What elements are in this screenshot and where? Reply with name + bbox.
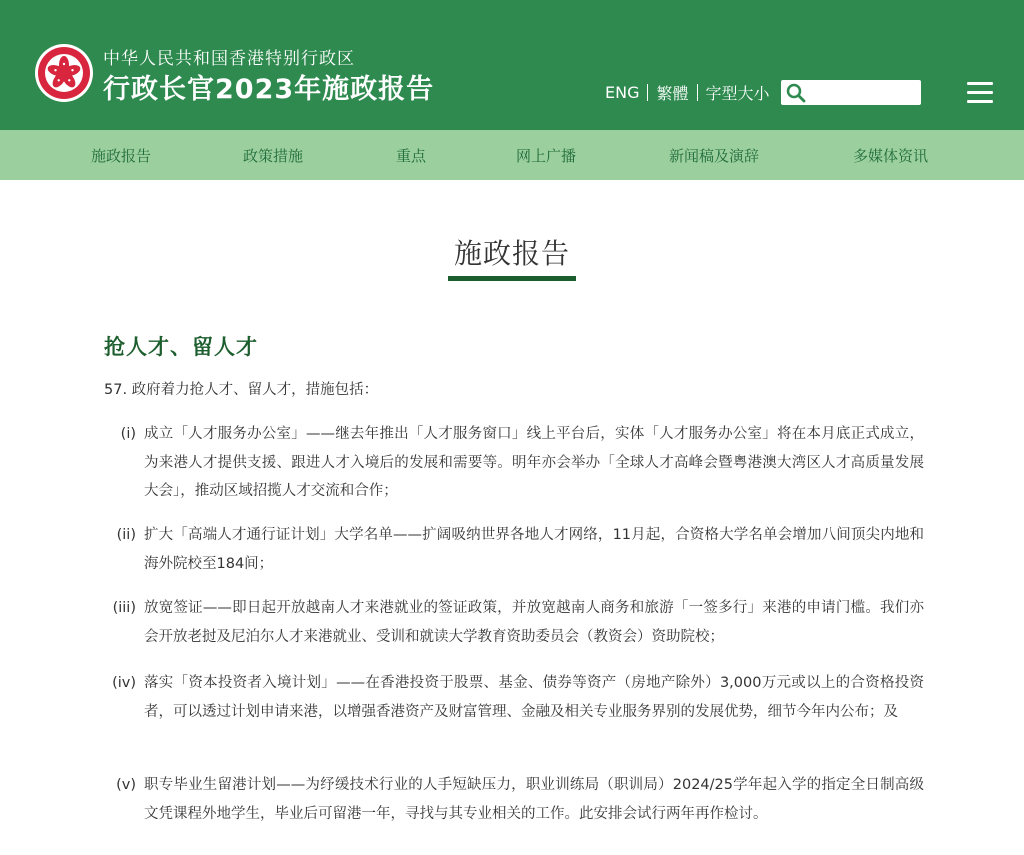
list-item-number: (v): [116, 777, 136, 793]
search-input[interactable]: [809, 82, 917, 103]
language-bar: [605, 81, 770, 104]
lang-traditional-link[interactable]: 繁體: [656, 84, 689, 103]
list-item-number: (iii): [112, 600, 136, 616]
list-item-text: 落实「资本投资者入境计划」——在香港投资于股票、基金、债券等资产（房地产除外）3,000万元或以上的合资格投资者，可以透过计划申请来港，以增强香港资产及财富管理、金融及相关专业服务界别的发展优势，细节今年内公布；及: [144, 675, 924, 720]
title-underline: [448, 276, 576, 281]
main-nav: [0, 130, 1024, 180]
search-box: [781, 80, 921, 105]
site-header: [0, 0, 1024, 130]
menu-bar: [967, 100, 993, 103]
nav-item-press-releases[interactable]: 新闻稿及演辞: [669, 147, 760, 165]
nav-item-policy-measures[interactable]: 政策措施: [243, 147, 304, 165]
menu-icon[interactable]: [967, 82, 993, 104]
hksar-emblem-icon[interactable]: [34, 43, 94, 103]
site-title[interactable]: 行政长官2023年施政报告: [103, 74, 435, 105]
page-title: 施政报告: [453, 237, 570, 270]
list-item-text: 成立「人才服务办公室」——继去年推出「人才服务窗口」线上平台后，实体「人才服务办公室」将在本月底正式成立，为来港人才提供支援、跟进人才入境后的发展和需要等。明年亦会举办「全球人才高峰会暨粤港澳大湾区人才高质量发展大会」，推动区域招揽人才交流和合作；: [144, 426, 924, 499]
nav-item-multimedia[interactable]: 多媒体资讯: [853, 147, 929, 165]
list-item-text: 放宽签证——即日起开放越南人才来港就业的签证政策，并放宽越南人商务和旅游「一签多行」来港的申请门槛。我们亦会开放老挝及尼泊尔人才来港就业、受训和就读大学教育资助委员会（教资会）资助院校；: [144, 600, 924, 645]
list-item-number: (ii): [116, 527, 136, 543]
nav-item-policy-address[interactable]: 施政报告: [91, 147, 152, 165]
nav-item-highlights[interactable]: 重点: [396, 147, 427, 165]
gov-subtitle: 中华人民共和国香港特别行政区: [103, 49, 355, 69]
list-item-number: (iv): [112, 675, 136, 691]
font-size-link[interactable]: 字型大小: [705, 84, 770, 103]
section-title: 抢人才、留人才: [104, 335, 258, 359]
menu-bar: [967, 91, 993, 94]
divider: [647, 84, 648, 101]
nav-item-webcast[interactable]: 网上广播: [516, 147, 577, 165]
list-item-text: 扩大「高端人才通行证计划」大学名单——扩阔吸纳世界各地人才网络，11月起，合资格大学名单会增加八间顶尖内地和海外院校至184间；: [144, 527, 924, 572]
paragraph-intro: 57. 政府着力抢人才、留人才，措施包括：: [104, 382, 379, 398]
divider: [697, 84, 698, 101]
list-item-text: 职专毕业生留港计划——为纾缓技术行业的人手短缺压力，职业训练局（职训局）2024/25学年起入学的指定全日制高级文凭课程外地学生，毕业后可留港一年，寻找与其专业相关的工作。此安排会试行两年再作检讨。: [144, 777, 924, 822]
menu-bar: [967, 82, 993, 85]
lang-english-link[interactable]: ENG: [605, 83, 640, 102]
search-icon[interactable]: [786, 83, 806, 103]
list-item-number: (i): [120, 426, 136, 442]
